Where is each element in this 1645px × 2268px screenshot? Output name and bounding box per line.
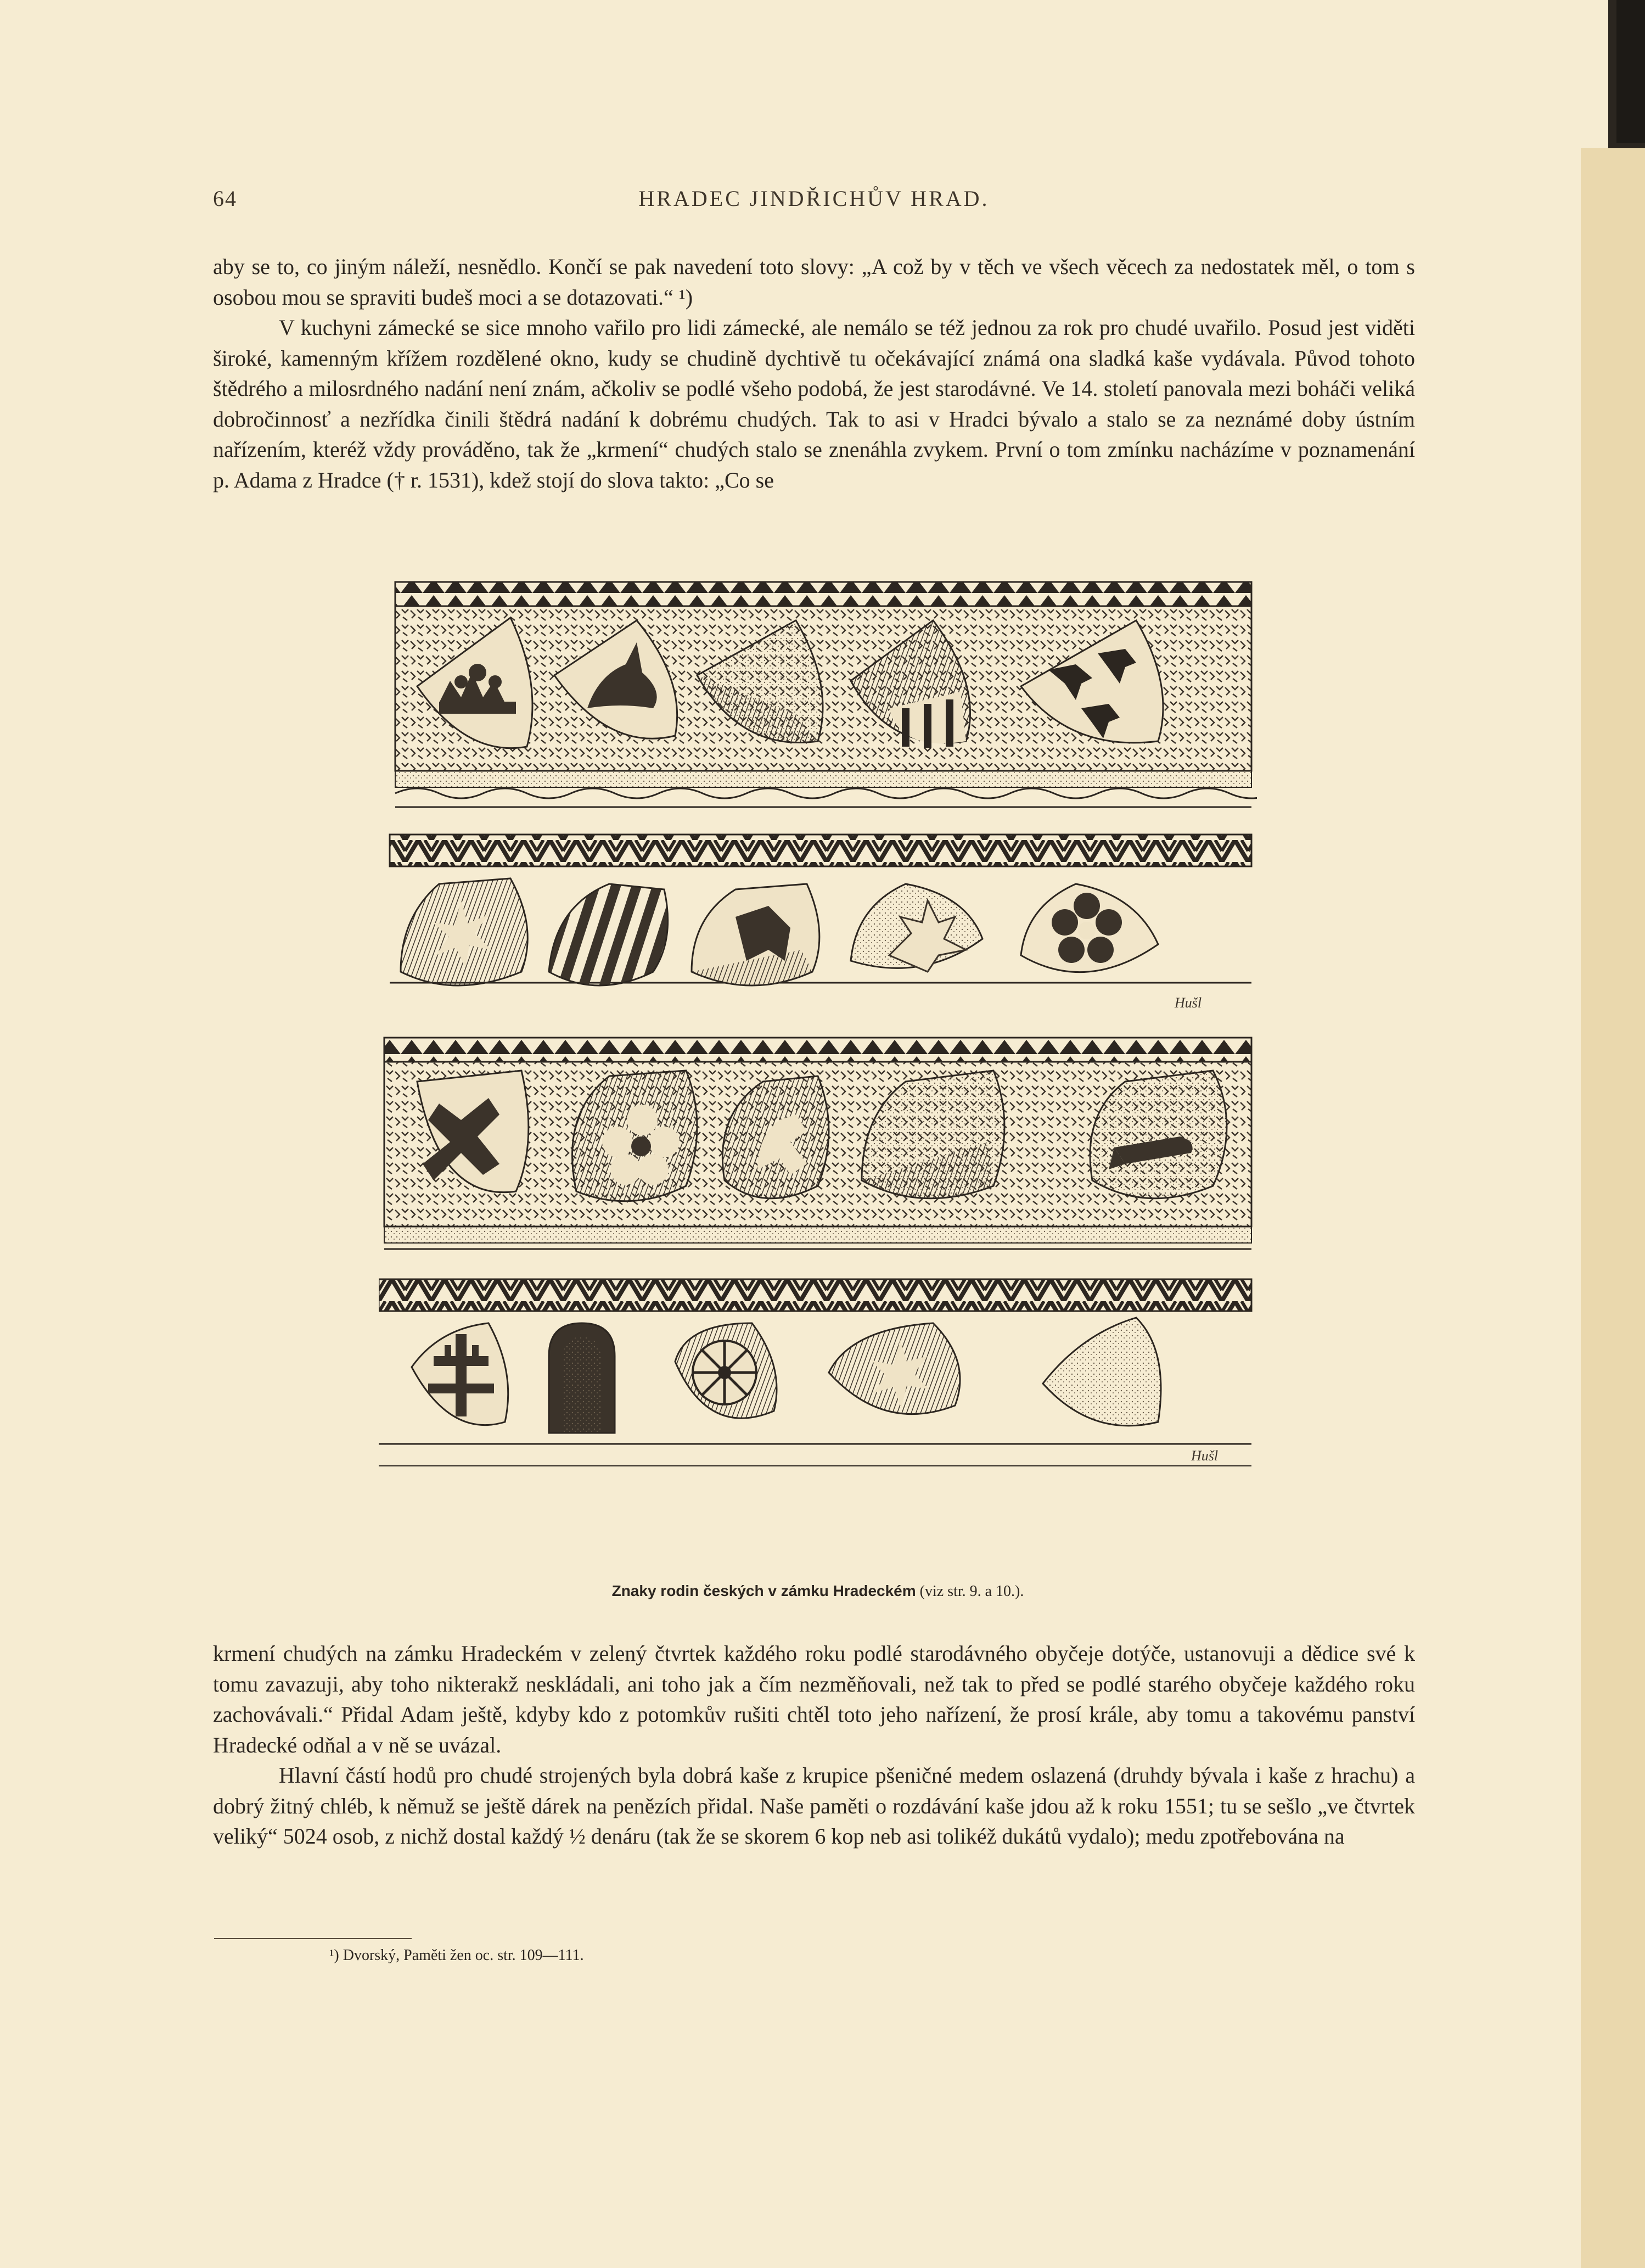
doorway (549, 1323, 615, 1433)
shield-animal-head (692, 884, 819, 985)
page-title: HRADEC JINDŘICHŮV HRAD. (638, 186, 990, 211)
caption-reference: (viz str. 9. a 10.). (916, 1583, 1024, 1600)
page-edge (1581, 148, 1645, 2268)
artist-signature: Hušl (1175, 995, 1202, 1011)
scan-border (1616, 0, 1645, 143)
body-text-top (213, 251, 1415, 495)
caption-title: Znaky rodin českých v zámku Hradeckém (611, 1582, 916, 1599)
shield-cross-plate3 (417, 1071, 529, 1192)
shield-double-cross (412, 1323, 508, 1425)
figure-caption (379, 1582, 1257, 1600)
running-head (213, 186, 1415, 219)
paragraph: krmení chudých na zámku Hradeckém v zelený čtvrtek každého roku podlé starodávného obyčeje dotýče, ustanovuji a dědice své k tomu zavazuji, aby toho nikterakž neskládali, ani toho jak a čím nezměňovali, než tak to před se podlé starého obyčeje každého roku zachovávali.“ Přidal Adam ještě, kdyby kdo z potomkův rušiti chtěl toto jeho nařízení, že prosí krále, aby tomu a takovému panství Hradecké odňal a v ně se uvázal. (213, 1641, 1415, 1757)
shield-star-4 (829, 1323, 960, 1414)
artist-signature: Hušl (1191, 1448, 1219, 1464)
shield-blank (1043, 1318, 1161, 1426)
paragraph: aby se to, co jiným náleží, nesnědlo. Končí se pak navedení toto slovy: „A což by v těch ve všech věcech za nedostatek měl, o tom s osobou mou se spraviti budeš moci a se dotazovati.“ ¹) (213, 254, 1415, 310)
coats-of-arms-figure (379, 576, 1257, 1581)
body-text-bottom (213, 1638, 1415, 1852)
footnote-rule (214, 1938, 412, 1939)
shield-rose-2 (1021, 884, 1158, 972)
paragraph: V kuchyni zámecké se sice mnoho vařilo pro lidi zámecké, ale nemálo se též jednou za rok pro chudé uvařilo. Posud jest viděti široké, kamenným křížem rozdělené okno, kudy se chudině dychtivě tu očekávající známá ona sladká kaše vydávala. Původ tohoto štědrého a milosrdného nadání není znám, ačkoliv se podlé všeho podobá, že jest starodávné. Ve 14. století panovala mezi boháči veliká dobročinnosť a nezřídka činili štědrá nadání k dobrému chudých. Tak to asi v Hradci bývalo a stalo se za neznámé doby ústním nařízením, kteréž vždy prováděno, tak že „krmení“ chudých stalo se znenáhla zvykem. První o tom zmínku nacházíme v poznamenání p. Adama z Hradce († r. 1531), kdež stojí do slova takto: „Co se (213, 315, 1415, 492)
shield-branch (851, 884, 982, 972)
footnote: ¹) Dvorský, Paměti žen oc. str. 109—111. (329, 1947, 584, 1964)
shield-stripes (549, 884, 668, 985)
shield-wheel (675, 1323, 777, 1418)
shield-star-2 (401, 878, 527, 985)
page-number: 64 (213, 186, 237, 211)
paragraph: Hlavní částí hodů pro chudé strojených byla dobrá kaše z krupice pšeničné medem oslazená (druhdy bývala i kaše z hrachu) a dobrý žitný chléb, k němuž se ještě dárek na penězích přidal. Naše paměti o rozdávání kaše jdou až k roku 1551; tu se sešlo „ve čtvrtek veliký“ 5024 osob, z nichž dostal každý ½ denáru (tak že se skorem 6 kop neb asi tolikéž dukátů vydalo); medu zpotřebována na (213, 1763, 1415, 1849)
